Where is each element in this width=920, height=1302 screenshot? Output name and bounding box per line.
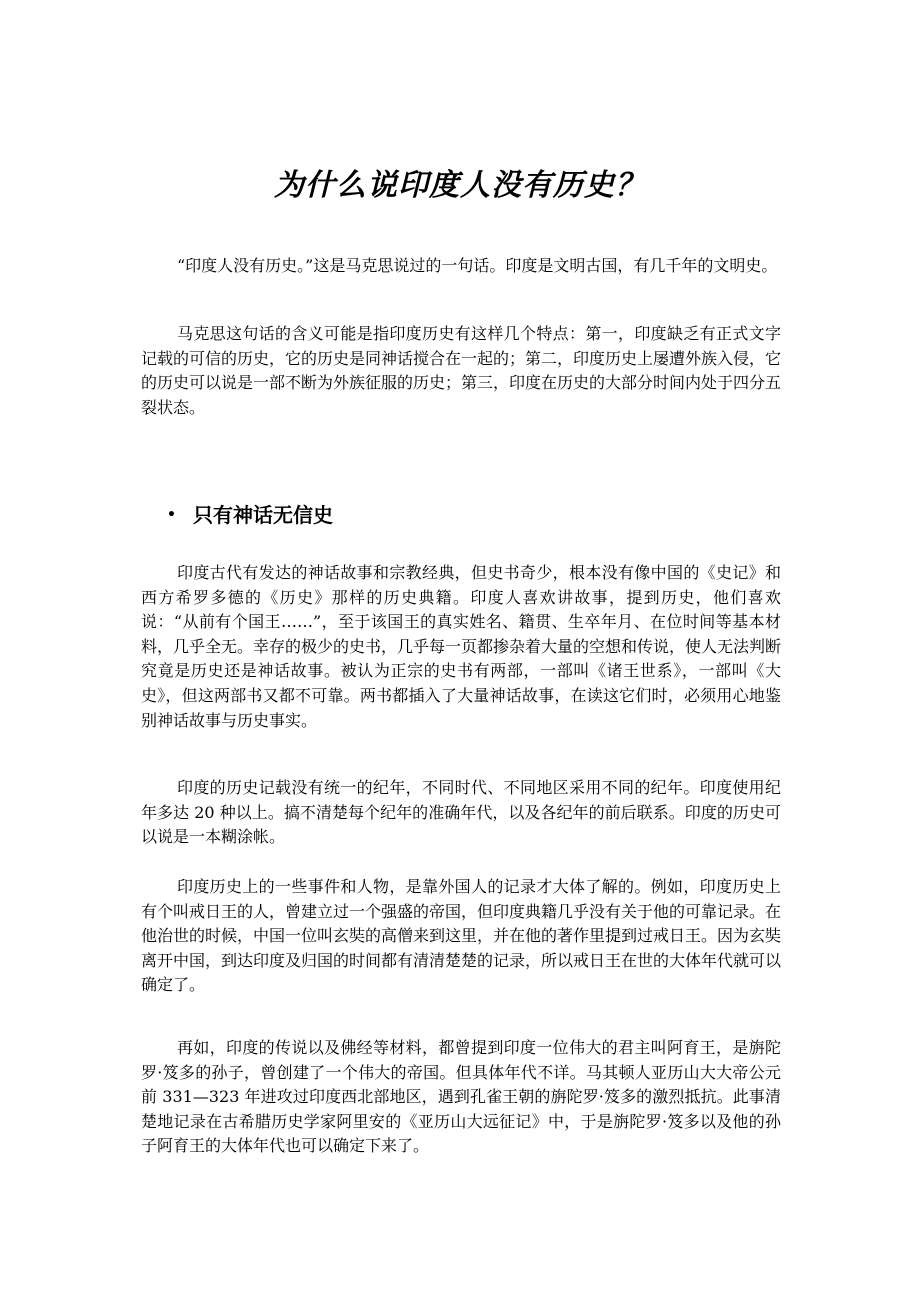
section-heading xyxy=(167,500,333,530)
document-title: 为什么说印度人没有历史？ xyxy=(274,168,646,203)
section-paragraph-4: 再如，印度的传说以及佛经等材料，都曾提到印度一位伟大的君主叫阿育王，是旃陀罗·笈多的孙子，曾创建了一个伟大的帝国。但具体年代不详。马其顿人亚历山大大帝公元前 331—323 年进攻过印度西北部地区，遇到孔雀王朝的旃陀罗·笈多的激烈抵抗。此事清楚地记录在古希腊历史学家阿里安的《亚历山大远征记》中，于是旃陀罗·笈多以及他的孙子阿育王的大体年代也可以确定下来了。 xyxy=(141,1038,781,1156)
section-paragraph-2: 印度的历史记载没有统一的纪年，不同时代、不同地区采用不同的纪年。印度使用纪年多达 20 种以上。搞不清楚每个纪年的准确年代，以及各纪年的前后联系。印度的历史可以说是一本糊涂帐。 xyxy=(141,778,781,847)
section-heading-text: 只有神话无信史 xyxy=(193,503,333,527)
bullet-icon: • xyxy=(167,507,176,523)
intro-paragraph-2: 马克思这句话的含义可能是指印度历史有这样几个特点：第一，印度缺乏有正式文字记载的可信的历史，它的历史是同神话搅合在一起的；第二，印度历史上屡遭外族入侵，它的历史可以说是一部不断为外族征服的历史；第三，印度在历史的大部分时间内处于四分五裂状态。 xyxy=(141,324,782,417)
intro-paragraph-1: “印度人没有历史。”这是马克思说过的一句话。印度是文明古国，有几千年的文明史。 xyxy=(177,256,778,275)
section-paragraph-3: 印度历史上的一些事件和人物，是靠外国人的记录才大体了解的。例如，印度历史上有个叫戒日王的人，曾建立过一个强盛的帝国，但印度典籍几乎没有关于他的可靠记录。在他治世的时候，中国一位叫玄奘的高僧来到这里，并在他的著作里提到过戒日王。因为玄奘离开中国，到达印度及归国的时间都有清清楚楚的记录，所以戒日王在世的大体年代就可以确定了。 xyxy=(141,877,782,995)
section-paragraph-1: 印度古代有发达的神话故事和宗教经典，但史书奇少，根本没有像中国的《史记》和西方希罗多德的《历史》那样的历史典籍。印度人喜欢讲故事，提到历史，他们喜欢说：“从前有个国王……”，至于该国王的真实姓名、籍贯、生卒年月、在位时间等基本材料，几乎全无。幸存的极少的史书，几乎每一页都掺杂着大量的空想和传说，使人无法判断究竟是历史还是神话故事。被认为正宗的史书有两部，一部叫《诸王世系》，一部叫《大史》，但这两部书又都不可靠。两书都插入了大量神话故事，在读这它们时，必须用心地鉴别神话故事与历史事实。 xyxy=(141,563,782,730)
